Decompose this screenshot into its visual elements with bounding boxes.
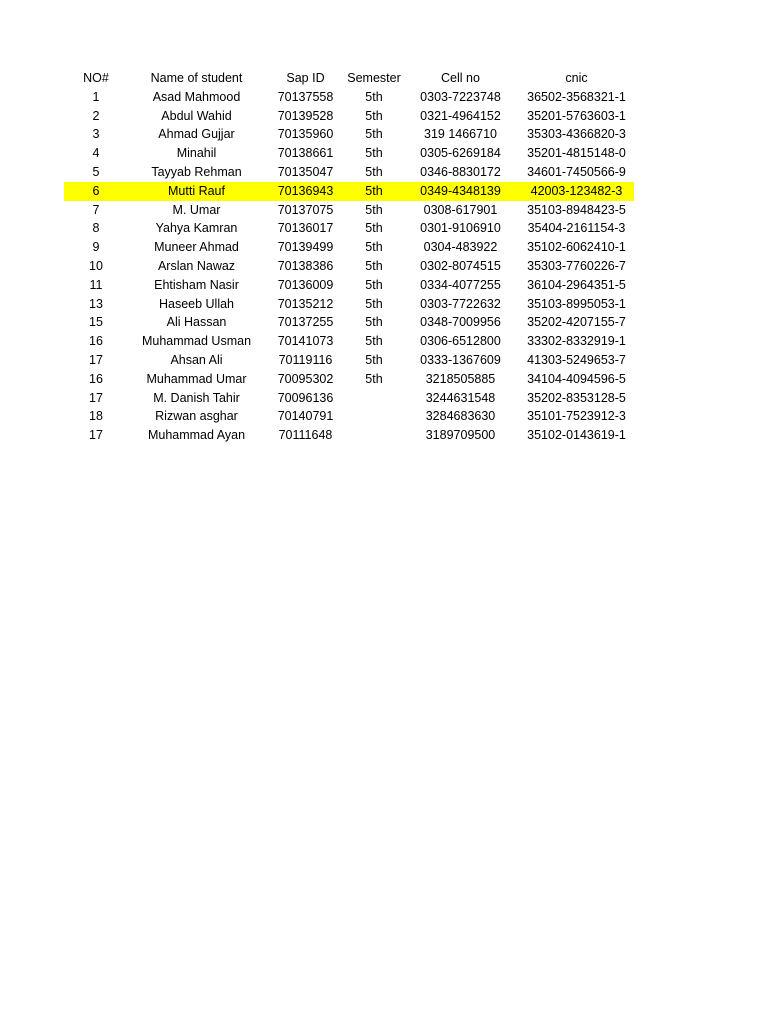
cell-semester: 5th — [365, 146, 383, 161]
cell-cnic: 35202-4207155-7 — [527, 315, 626, 330]
cell-sap-id: 70135047 — [277, 164, 334, 179]
table-row — [64, 238, 634, 257]
cell-phone: 0321-4964152 — [420, 108, 501, 123]
cell-phone: 0308-617901 — [423, 202, 498, 217]
cell-no: 3 — [92, 127, 100, 142]
table-row — [64, 125, 634, 144]
cell-student-name: Ahmad Gujjar — [158, 127, 235, 142]
cell-phone: 0301-9106910 — [420, 221, 501, 236]
cell-phone: 0303-7722632 — [420, 296, 501, 311]
table-row — [64, 219, 634, 238]
cell-cnic: 35101-7523912-3 — [527, 409, 626, 424]
table-row — [64, 144, 634, 163]
cell-no: 17 — [89, 428, 103, 443]
cell-phone: 0333-1367609 — [420, 352, 501, 367]
cell-cnic: 35303-4366820-3 — [527, 127, 626, 142]
cell-student-name: Asad Mahmood — [152, 89, 241, 104]
cell-no: 15 — [89, 315, 103, 330]
header-no: NO# — [83, 71, 109, 85]
cell-no: 2 — [92, 108, 100, 123]
cell-phone: 0349-4348139 — [420, 183, 501, 198]
cell-student-name: Muhammad Umar — [146, 371, 247, 386]
table-row — [64, 163, 634, 182]
cell-phone: 3284683630 — [425, 409, 496, 424]
student-table — [64, 69, 634, 445]
header-sap-id: Sap ID — [286, 71, 325, 85]
cell-phone: 0303-7223748 — [420, 89, 501, 104]
cell-phone: 0302-8074515 — [420, 258, 501, 273]
cell-cnic: 34601-7450566-9 — [527, 164, 626, 179]
cell-sap-id: 70135960 — [277, 127, 334, 142]
cell-cnic: 33302-8332919-1 — [527, 334, 626, 349]
cell-sap-id: 70136009 — [277, 277, 334, 292]
table-row — [64, 201, 634, 220]
cell-sap-id: 70136943 — [277, 183, 334, 198]
cell-no: 8 — [92, 221, 100, 236]
cell-semester: 5th — [365, 89, 383, 104]
cell-sap-id: 70135212 — [277, 296, 334, 311]
table-row — [64, 313, 634, 332]
cell-student-name: Muhammad Ayan — [147, 428, 246, 443]
cell-semester — [346, 407, 402, 426]
table-row — [64, 389, 634, 408]
header-cell-no: Cell no — [441, 71, 480, 85]
table-row — [64, 370, 634, 389]
cell-sap-id: 70119116 — [278, 352, 333, 367]
cell-semester — [346, 426, 402, 445]
cell-phone: 3218505885 — [425, 371, 496, 386]
table-row-highlighted — [64, 182, 634, 201]
cell-sap-id: 70137255 — [277, 315, 334, 330]
cell-no: 10 — [89, 258, 103, 273]
cell-semester: 5th — [365, 315, 383, 330]
cell-no: 16 — [89, 371, 103, 386]
cell-student-name: Mutti Rauf — [168, 183, 225, 198]
cell-sap-id: 70141073 — [277, 334, 334, 349]
cell-student-name: Minahil — [176, 146, 217, 161]
cell-student-name: Tayyab Rehman — [151, 164, 242, 179]
cell-no: 11 — [89, 277, 103, 292]
table-row — [64, 407, 634, 426]
table-row — [64, 276, 634, 295]
cell-cnic: 35201-5763603-1 — [527, 108, 626, 123]
table-row — [64, 295, 634, 314]
cell-phone: 0304-483922 — [423, 240, 498, 255]
cell-cnic: 34104-4094596-5 — [527, 371, 626, 386]
cell-sap-id: 70138661 — [277, 146, 334, 161]
cell-cnic: 42003-123482-3 — [530, 183, 623, 198]
cell-sap-id: 70111648 — [278, 428, 333, 443]
cell-semester: 5th — [365, 240, 383, 255]
cell-phone: 0306-6512800 — [420, 334, 501, 349]
table-row — [64, 426, 634, 445]
cell-semester: 5th — [365, 108, 383, 123]
cell-no: 7 — [92, 202, 100, 217]
cell-cnic: 35103-8948423-5 — [527, 202, 626, 217]
cell-no: 9 — [92, 240, 100, 255]
cell-student-name: M. Umar — [172, 202, 221, 217]
cell-semester: 5th — [365, 334, 383, 349]
cell-cnic: 36502-3568321-1 — [527, 89, 626, 104]
cell-sap-id: 70136017 — [277, 221, 334, 236]
cell-semester: 5th — [365, 202, 383, 217]
cell-no: 18 — [89, 409, 103, 424]
cell-student-name: Haseeb Ullah — [158, 296, 235, 311]
cell-student-name: Ali Hassan — [166, 315, 227, 330]
header-semester: Semester — [347, 71, 401, 85]
cell-semester: 5th — [365, 221, 383, 236]
cell-sap-id: 70137558 — [277, 89, 334, 104]
table-row — [64, 107, 634, 126]
cell-phone: 319 1466710 — [424, 127, 497, 142]
cell-cnic: 35102-0143619-1 — [527, 428, 626, 443]
cell-no: 17 — [89, 390, 103, 405]
cell-semester — [346, 389, 402, 408]
cell-sap-id: 70137075 — [277, 202, 334, 217]
cell-no: 4 — [92, 146, 100, 161]
cell-semester: 5th — [365, 371, 383, 386]
cell-semester: 5th — [365, 164, 383, 179]
cell-sap-id: 70138386 — [277, 258, 334, 273]
header-cnic: cnic — [565, 71, 588, 85]
cell-sap-id: 70140791 — [277, 409, 334, 424]
table-row — [64, 88, 634, 107]
cell-phone: 0334-4077255 — [420, 277, 501, 292]
cell-semester: 5th — [365, 296, 383, 311]
cell-semester: 5th — [365, 127, 383, 142]
header-name: Name of student — [150, 71, 243, 85]
table-row — [64, 257, 634, 276]
cell-student-name: Rizwan asghar — [155, 409, 238, 424]
table-row — [64, 332, 634, 351]
cell-student-name: M. Danish Tahir — [153, 390, 240, 405]
cell-no: 16 — [89, 334, 103, 349]
cell-cnic: 35404-2161154-3 — [527, 221, 626, 236]
cell-student-name: Abdul Wahid — [161, 108, 232, 123]
cell-phone: 3244631548 — [425, 390, 496, 405]
cell-semester: 5th — [365, 352, 383, 367]
cell-cnic: 36104-2964351-5 — [527, 277, 626, 292]
cell-phone: 0346-8830172 — [420, 164, 501, 179]
cell-phone: 3189709500 — [425, 428, 496, 443]
cell-sap-id: 70095302 — [277, 371, 334, 386]
cell-cnic: 35201-4815148-0 — [527, 146, 626, 161]
cell-sap-id: 70139499 — [277, 240, 334, 255]
cell-no: 17 — [89, 352, 103, 367]
cell-student-name: Yahya Kamran — [155, 221, 238, 236]
cell-student-name: Muhammad Usman — [141, 334, 252, 349]
cell-phone: 0348-7009956 — [420, 315, 501, 330]
table-body — [64, 88, 634, 445]
cell-cnic: 41303-5249653-7 — [527, 352, 626, 367]
cell-cnic: 35103-8995053-1 — [527, 296, 626, 311]
cell-student-name: Muneer Ahmad — [154, 240, 239, 255]
cell-cnic: 35303-7760226-7 — [527, 258, 626, 273]
cell-no: 5 — [92, 164, 100, 179]
table-header-row — [64, 69, 634, 88]
cell-student-name: Ahsan Ali — [170, 352, 223, 367]
cell-cnic: 35102-6062410-1 — [527, 240, 626, 255]
cell-phone: 0305-6269184 — [420, 146, 501, 161]
cell-cnic: 35202-8353128-5 — [527, 390, 626, 405]
cell-student-name: Ehtisham Nasir — [154, 277, 239, 292]
cell-sap-id: 70139528 — [277, 108, 334, 123]
cell-semester: 5th — [365, 183, 383, 198]
cell-no: 1 — [92, 89, 100, 104]
cell-no: 13 — [89, 296, 103, 311]
cell-sap-id: 70096136 — [277, 390, 334, 405]
cell-no: 6 — [92, 183, 100, 198]
cell-student-name: Arslan Nawaz — [157, 258, 236, 273]
cell-semester: 5th — [365, 258, 383, 273]
cell-semester: 5th — [365, 277, 383, 292]
table-row — [64, 351, 634, 370]
